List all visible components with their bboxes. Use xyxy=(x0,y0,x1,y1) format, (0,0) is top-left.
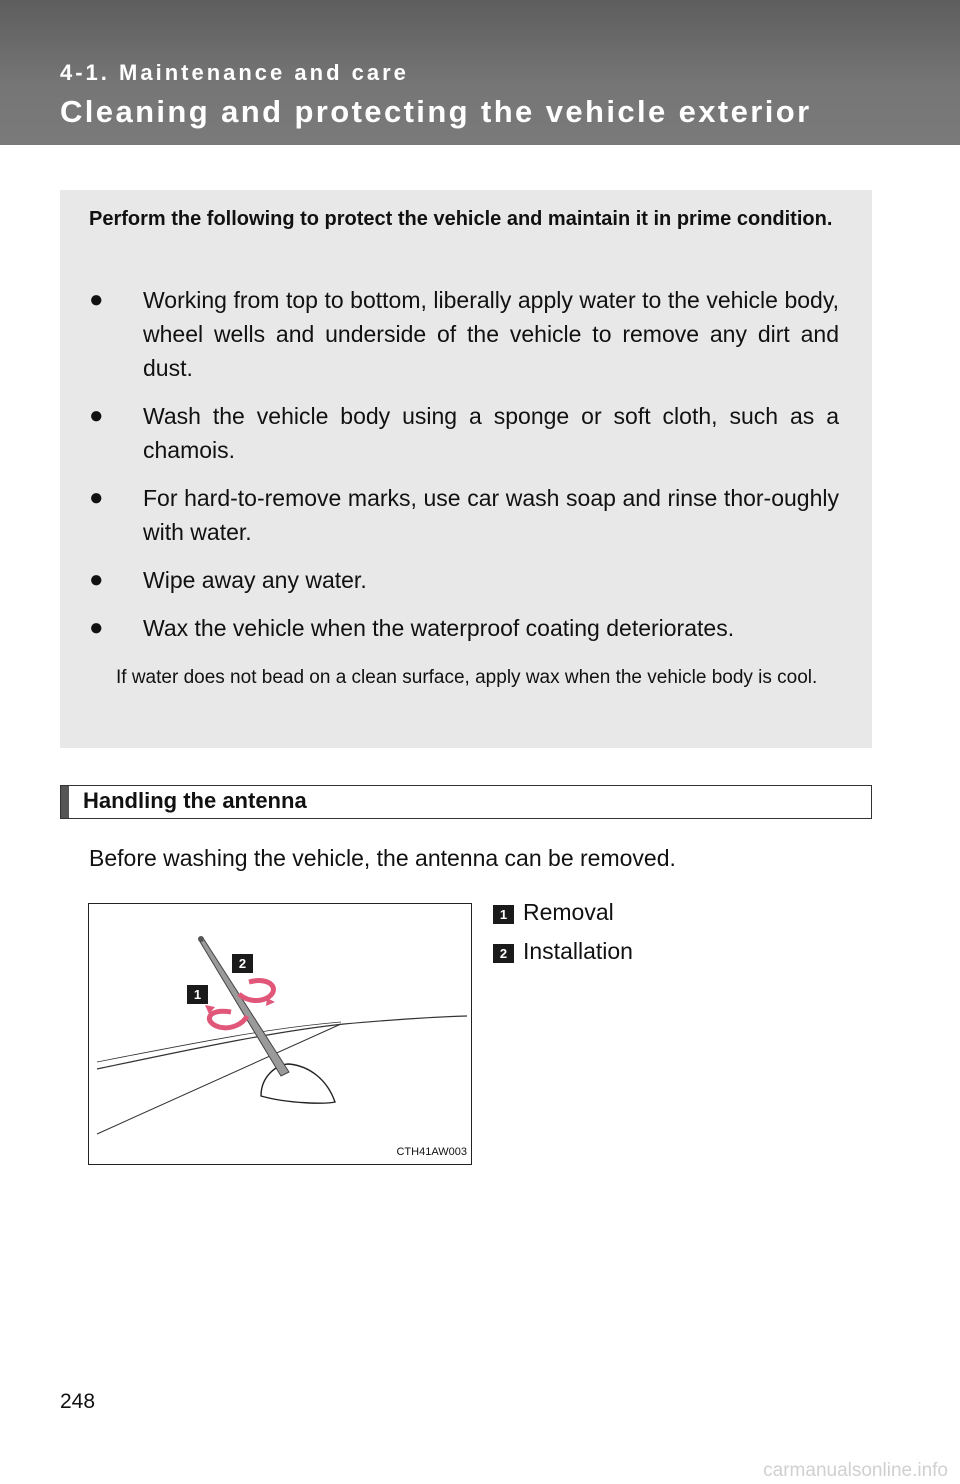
page-header xyxy=(0,0,960,145)
bullet-text: For hard-to-remove marks, use car wash soap and rinse thor-oughly with water. xyxy=(143,485,839,545)
bullet-text: Wax the vehicle when the waterproof coating deteriorates. xyxy=(143,615,735,641)
figure-code: CTH41AW003 xyxy=(396,1146,467,1158)
antenna-illustration xyxy=(88,903,472,1165)
number-2-badge: 2 xyxy=(493,944,514,963)
figure-legend xyxy=(493,896,633,974)
bullet-text: Wipe away any water. xyxy=(143,567,367,593)
antenna-text: Before washing the vehicle, the antenna can be removed. xyxy=(89,845,676,871)
bullet-list xyxy=(89,283,839,659)
installation-arrowhead xyxy=(266,998,275,1006)
heading-bar xyxy=(61,786,69,818)
bullet-text: Working from top to bottom, liberally apply water to the vehicle body, wheel wells and underside of the vehicle to remove any dirt and dust. xyxy=(143,287,839,381)
removal-arrow-icon xyxy=(209,1011,247,1027)
list-item xyxy=(89,399,839,467)
bullet-icon: ● xyxy=(89,402,104,429)
installation-arrow-icon xyxy=(239,981,273,1001)
bullet-icon: ● xyxy=(89,614,104,641)
list-item xyxy=(89,283,839,385)
list-item xyxy=(89,563,839,597)
bullet-text: Wash the vehicle body using a sponge or soft cloth, such as a chamois. xyxy=(143,403,839,463)
page-title: Cleaning and protecting the vehicle exterior xyxy=(60,94,812,129)
antenna-base xyxy=(261,1064,335,1103)
legend-label: Installation xyxy=(523,938,633,964)
wax-note: If water does not bead on a clean surface, apply wax when the vehicle body is cool. xyxy=(116,667,818,688)
antenna-tip xyxy=(198,936,204,942)
antenna-drawing xyxy=(89,904,471,1164)
list-item xyxy=(89,611,839,645)
bullet-icon: ● xyxy=(89,484,104,511)
list-item xyxy=(89,481,839,549)
callout-2-label: 2 xyxy=(238,956,247,971)
callout-1-label: 1 xyxy=(193,987,202,1002)
section-heading-text: Handling the antenna xyxy=(83,788,307,813)
bullet-icon: ● xyxy=(89,566,104,593)
section-label: 4-1. Maintenance and care xyxy=(60,60,409,85)
page-number: 248 xyxy=(60,1390,96,1413)
bullet-icon: ● xyxy=(89,286,104,313)
section-heading xyxy=(60,785,872,819)
legend-label: Removal xyxy=(523,899,614,925)
watermark: carmanualsonline.info xyxy=(763,1460,948,1481)
intro-text: Perform the following to protect the vehicle and maintain it in prime condition. xyxy=(89,208,833,230)
legend-item xyxy=(493,896,633,935)
legend-item xyxy=(493,935,633,974)
number-1-badge: 1 xyxy=(493,905,514,924)
